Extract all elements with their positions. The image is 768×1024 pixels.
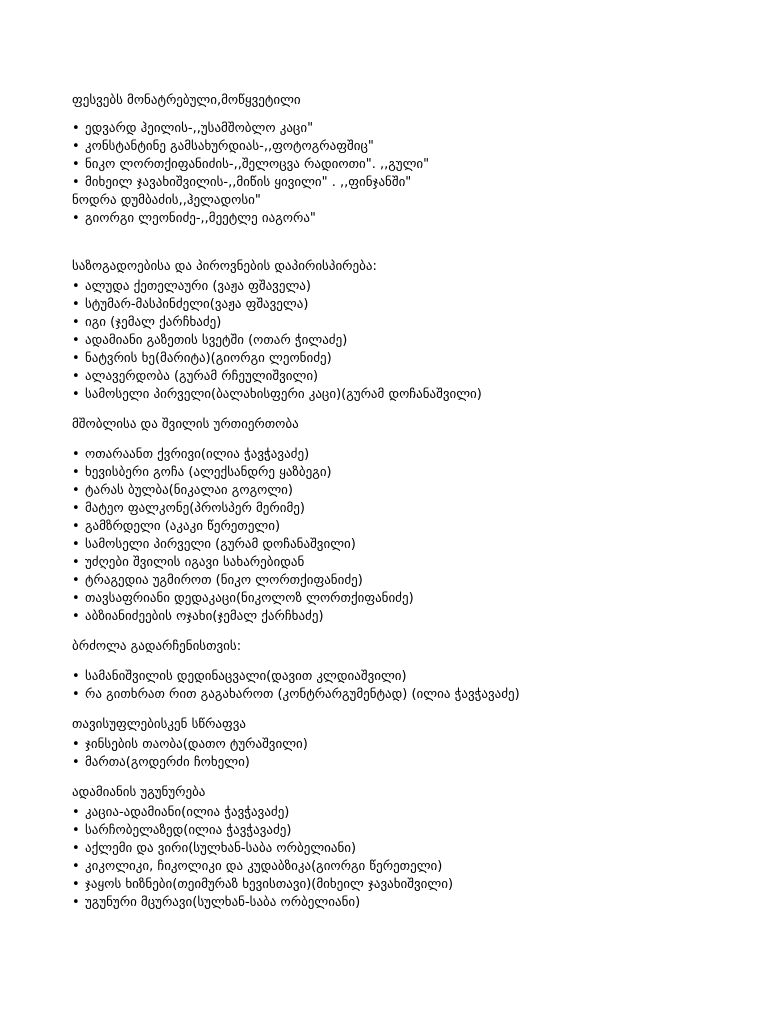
list-item: • კიკოლიკი, ჩიკოლიკი და კუდაბზიკა(გიორგი წერეთელი) [72, 858, 732, 876]
list-item: • კონსტანტინე გამსახურდიას-,,ფოტოგრაფშიც" [72, 138, 732, 156]
list-item: • ალუდა ქეთელაური (ვაჟა ფშაველა) [72, 278, 732, 296]
list-item: • ტარას ბულბა(ნიკალაი გოგოლი) [72, 482, 732, 500]
list-item: • ალავერდობა (გურამ რჩეულიშვილი) [72, 368, 732, 386]
list-item: • მიხეილ ჯავახიშვილის-,,მიწის ყივილი" . ,,ფინჯანში" [72, 174, 732, 192]
list-item: • ჯაყოს ხიზნები(თეიმურაზ ხევისთავი)(მიხეილ ჯავახიშვილი) [72, 876, 732, 894]
section-parent-child [72, 416, 732, 626]
list-item: • გამზრდელი (აკაკი წერეთელი) [72, 518, 732, 536]
section-struggle-for-survival [72, 638, 732, 704]
bullet-list [72, 668, 732, 704]
list-item: • რა გითხრათ რით გაგახაროთ (კონტრარგუმენტად) (ილია ჭავჭავაძე) [72, 686, 732, 704]
list-item: • ედვარდ ჰეილის-,,უსამშობლო კაცი" [72, 120, 732, 138]
list-item: • მართა(გოდერძი ჩოხელი) [72, 754, 732, 772]
section-striving-for-freedom [72, 716, 732, 772]
list-item: • ნატვრის ხე(მარიტა)(გიორგი ლეონიძე) [72, 350, 732, 368]
list-item: • სარჩობელაზედ(ილია ჭავჭავაძე) [72, 822, 732, 840]
list-item: • სამოსელი პირველი(ბალახისფერი კაცი)(გურამ დოჩანაშვილი) [72, 386, 732, 404]
list-item: ნოდრა დუმბაძის,,ჰელადოსი" [72, 193, 261, 208]
list-item: • თავსაფრიანი დედაკაცი(ნიკოლოზ ლორთქიფანიძე) [72, 590, 732, 608]
bullet-list [72, 278, 732, 404]
list-item: • გიორგი ლეონიძე-,,მეეტლე იაგორა" [72, 210, 732, 228]
section-heading: ბრძოლა გადარჩენისთვის: [72, 639, 242, 654]
section-heading: საზოგადოებისა და პიროვნების დაპირისპირება: [72, 259, 377, 274]
list-item: • ნიკო ლორთქიფანიძის-,,შელოცვა რადიოთი". ,,გული" [72, 156, 732, 174]
list-item: • ადამიანი გაზეთის სვეტში (ოთარ ჭილაძე) [72, 332, 732, 350]
list-item: • კაცია-ადამიანი(ილია ჭავჭავაძე) [72, 804, 732, 822]
list-item: • სამოსელი პირველი (გურამ დოჩანაშვილი) [72, 536, 732, 554]
section-heading: მშობლისა და შვილის ურთიერთობა [72, 417, 299, 432]
list-item: • მატეო ფალკონე(პროსპერ მერიმე) [72, 500, 732, 518]
list-item: • ოთარაანთ ქვრივი(ილია ჭავჭავაძე) [72, 446, 732, 464]
list-item: • აქლემი და ვირი(სულხან-საბა ორბელიანი) [72, 840, 732, 858]
section-heading: თავისუფლებისკენ სწრაფვა [72, 717, 247, 732]
list-item: • სამანიშვილის დედინაცვალი(დავით კლდიაშვილი) [72, 668, 732, 686]
section-uprooted [72, 92, 732, 228]
section-heading: ადამიანის უგუნურება [72, 785, 206, 800]
list-item: • ჯინსების თაობა(დათო ტურაშვილი) [72, 736, 732, 754]
list-item: • აბზიანიძეების ოჯახი(ჯემალ ქარჩხაძე) [72, 608, 732, 626]
list-item: • ტრაგედია უგმიროთ (ნიკო ლორთქიფანიძე) [72, 572, 732, 590]
document-page [72, 92, 732, 912]
list-item: • უძღები შვილის იგავი სახარებიდან [72, 554, 732, 572]
list-item: • სტუმარ-მასპინძელი(ვაჟა ფშაველა) [72, 296, 732, 314]
bullet-list [72, 804, 732, 912]
bullet-list [72, 736, 732, 772]
list-item: • იგი (ჯემალ ქარჩხაძე) [72, 314, 732, 332]
section-human-folly [72, 784, 732, 912]
bullet-list [72, 120, 732, 228]
section-society-vs-individual [72, 258, 732, 404]
list-item: • უგუნური მცურავი(სულხან-საბა ორბელიანი) [72, 894, 732, 912]
bullet-list [72, 446, 732, 626]
section-heading: ფესვებს მონატრებული,მოწყვეტილი [72, 93, 301, 108]
list-item: • ხევისბერი გოჩა (ალექსანდრე ყაზბეგი) [72, 464, 732, 482]
